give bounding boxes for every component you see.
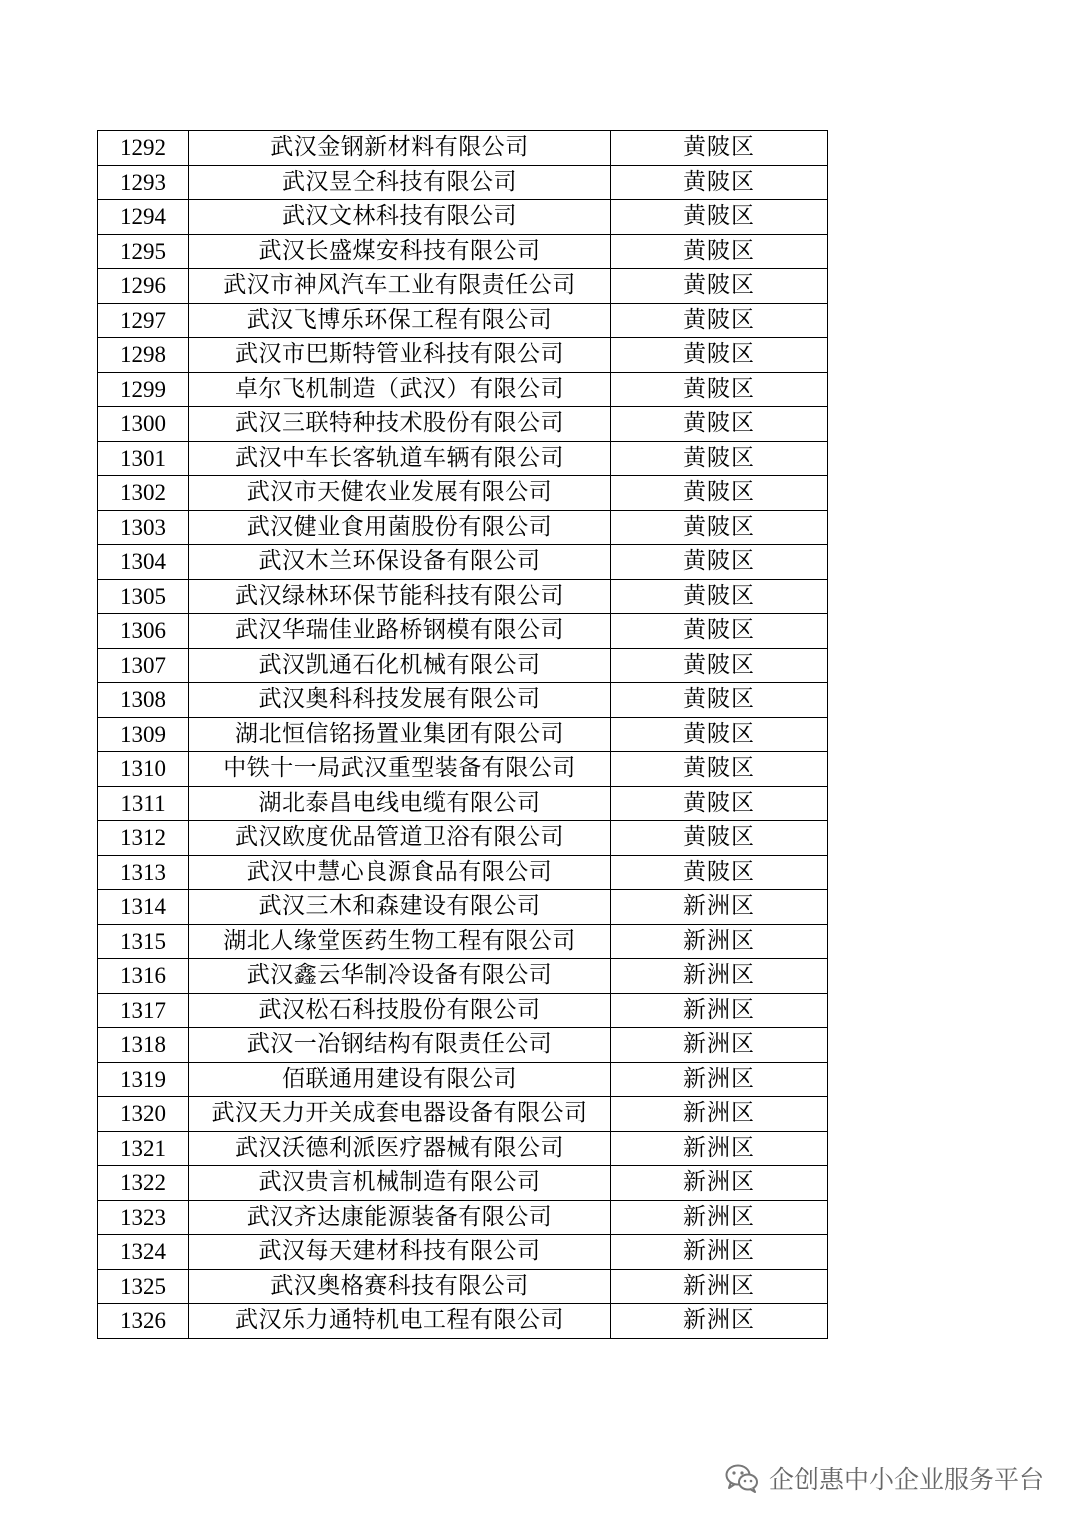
table-row	[98, 1062, 828, 1097]
row-number: 1314	[98, 890, 189, 925]
district-name: 新洲区	[611, 1028, 828, 1063]
district-name: 新洲区	[611, 924, 828, 959]
row-number: 1298	[98, 338, 189, 373]
company-name: 武汉每天建材科技有限公司	[189, 1235, 611, 1270]
company-name: 武汉奥格赛科技有限公司	[189, 1269, 611, 1304]
district-name: 新洲区	[611, 993, 828, 1028]
table-row	[98, 1028, 828, 1063]
table-row	[98, 269, 828, 304]
row-number: 1324	[98, 1235, 189, 1270]
company-name: 湖北恒信铭扬置业集团有限公司	[189, 717, 611, 752]
district-name: 黄陂区	[611, 372, 828, 407]
district-name: 黄陂区	[611, 614, 828, 649]
account-watermark	[725, 1460, 1044, 1496]
company-name: 武汉三木和森建设有限公司	[189, 890, 611, 925]
company-name: 武汉凯通石化机械有限公司	[189, 648, 611, 683]
table-row	[98, 234, 828, 269]
table-row	[98, 683, 828, 718]
company-name: 武汉奥科科技发展有限公司	[189, 683, 611, 718]
row-number: 1307	[98, 648, 189, 683]
row-number: 1305	[98, 579, 189, 614]
table-row	[98, 131, 828, 166]
district-name: 黄陂区	[611, 683, 828, 718]
district-name: 黄陂区	[611, 165, 828, 200]
table-row	[98, 1097, 828, 1132]
table-row	[98, 1131, 828, 1166]
table-row	[98, 441, 828, 476]
district-name: 黄陂区	[611, 855, 828, 890]
row-number: 1313	[98, 855, 189, 890]
table-row	[98, 717, 828, 752]
district-name: 新洲区	[611, 1062, 828, 1097]
district-name: 黄陂区	[611, 269, 828, 304]
company-name: 武汉长盛煤安科技有限公司	[189, 234, 611, 269]
district-name: 黄陂区	[611, 821, 828, 856]
row-number: 1319	[98, 1062, 189, 1097]
district-name: 新洲区	[611, 1269, 828, 1304]
row-number: 1301	[98, 441, 189, 476]
district-name: 黄陂区	[611, 579, 828, 614]
company-name: 武汉沃德利派医疗器械有限公司	[189, 1131, 611, 1166]
district-name: 黄陂区	[611, 752, 828, 787]
company-name: 佰联通用建设有限公司	[189, 1062, 611, 1097]
row-number: 1323	[98, 1200, 189, 1235]
row-number: 1300	[98, 407, 189, 442]
table-row	[98, 855, 828, 890]
watermark-text: 企创惠中小企业服务平台	[768, 1465, 1044, 1494]
row-number: 1325	[98, 1269, 189, 1304]
district-name: 新洲区	[611, 1200, 828, 1235]
company-name: 武汉绿林环保节能科技有限公司	[189, 579, 611, 614]
district-name: 黄陂区	[611, 717, 828, 752]
company-name: 武汉木兰环保设备有限公司	[189, 545, 611, 580]
table-row	[98, 1269, 828, 1304]
company-name: 武汉金钢新材料有限公司	[189, 131, 611, 166]
company-list-table	[97, 130, 828, 1339]
company-name: 武汉松石科技股份有限公司	[189, 993, 611, 1028]
table-row	[98, 924, 828, 959]
table-row	[98, 614, 828, 649]
district-name: 黄陂区	[611, 234, 828, 269]
district-name: 黄陂区	[611, 786, 828, 821]
row-number: 1299	[98, 372, 189, 407]
district-name: 黄陂区	[611, 303, 828, 338]
row-number: 1310	[98, 752, 189, 787]
company-name: 武汉三联特种技术股份有限公司	[189, 407, 611, 442]
table-row	[98, 303, 828, 338]
district-name: 黄陂区	[611, 338, 828, 373]
row-number: 1304	[98, 545, 189, 580]
table-row	[98, 1166, 828, 1201]
company-name: 湖北人缘堂医药生物工程有限公司	[189, 924, 611, 959]
row-number: 1303	[98, 510, 189, 545]
row-number: 1308	[98, 683, 189, 718]
district-name: 新洲区	[611, 959, 828, 994]
row-number: 1292	[98, 131, 189, 166]
company-name: 武汉市巴斯特管业科技有限公司	[189, 338, 611, 373]
table-row	[98, 959, 828, 994]
company-name: 武汉中车长客轨道车辆有限公司	[189, 441, 611, 476]
row-number: 1302	[98, 476, 189, 511]
company-name: 武汉健业食用菌股份有限公司	[189, 510, 611, 545]
table-row	[98, 1235, 828, 1270]
district-name: 黄陂区	[611, 131, 828, 166]
company-name: 卓尔飞机制造（武汉）有限公司	[189, 372, 611, 407]
row-number: 1322	[98, 1166, 189, 1201]
table-row	[98, 821, 828, 856]
table-row	[98, 407, 828, 442]
row-number: 1311	[98, 786, 189, 821]
company-name: 武汉华瑞佳业路桥钢模有限公司	[189, 614, 611, 649]
company-name: 武汉昱仝科技有限公司	[189, 165, 611, 200]
row-number: 1321	[98, 1131, 189, 1166]
district-name: 新洲区	[611, 1097, 828, 1132]
company-name: 武汉市神风汽车工业有限责任公司	[189, 269, 611, 304]
company-name: 武汉齐达康能源装备有限公司	[189, 1200, 611, 1235]
row-number: 1297	[98, 303, 189, 338]
row-number: 1318	[98, 1028, 189, 1063]
table-row	[98, 545, 828, 580]
district-name: 新洲区	[611, 1166, 828, 1201]
row-number: 1295	[98, 234, 189, 269]
district-name: 黄陂区	[611, 200, 828, 235]
table-row	[98, 200, 828, 235]
row-number: 1317	[98, 993, 189, 1028]
district-name: 新洲区	[611, 1304, 828, 1339]
wechat-icon	[725, 1463, 759, 1493]
company-name: 中铁十一局武汉重型装备有限公司	[189, 752, 611, 787]
company-name: 武汉天力开关成套电器设备有限公司	[189, 1097, 611, 1132]
row-number: 1312	[98, 821, 189, 856]
table-row	[98, 752, 828, 787]
row-number: 1309	[98, 717, 189, 752]
table-row	[98, 1200, 828, 1235]
company-name: 武汉中慧心良源食品有限公司	[189, 855, 611, 890]
row-number: 1294	[98, 200, 189, 235]
row-number: 1326	[98, 1304, 189, 1339]
row-number: 1320	[98, 1097, 189, 1132]
row-number: 1293	[98, 165, 189, 200]
district-name: 黄陂区	[611, 476, 828, 511]
company-name: 武汉贵言机械制造有限公司	[189, 1166, 611, 1201]
table-row	[98, 786, 828, 821]
row-number: 1296	[98, 269, 189, 304]
company-name: 湖北泰昌电线电缆有限公司	[189, 786, 611, 821]
table-row	[98, 372, 828, 407]
table-row	[98, 579, 828, 614]
district-name: 黄陂区	[611, 441, 828, 476]
district-name: 黄陂区	[611, 407, 828, 442]
district-name: 新洲区	[611, 1131, 828, 1166]
table-row	[98, 890, 828, 925]
row-number: 1306	[98, 614, 189, 649]
district-name: 黄陂区	[611, 545, 828, 580]
table-row	[98, 165, 828, 200]
table-body	[98, 131, 828, 1339]
table-row	[98, 993, 828, 1028]
district-name: 黄陂区	[611, 510, 828, 545]
company-name: 武汉鑫云华制冷设备有限公司	[189, 959, 611, 994]
row-number: 1315	[98, 924, 189, 959]
company-name: 武汉飞博乐环保工程有限公司	[189, 303, 611, 338]
district-name: 新洲区	[611, 890, 828, 925]
table-row	[98, 338, 828, 373]
table-row	[98, 476, 828, 511]
table-row	[98, 1304, 828, 1339]
district-name: 新洲区	[611, 1235, 828, 1270]
company-name: 武汉欧度优品管道卫浴有限公司	[189, 821, 611, 856]
company-name: 武汉市天健农业发展有限公司	[189, 476, 611, 511]
district-name: 黄陂区	[611, 648, 828, 683]
table-row	[98, 648, 828, 683]
row-number: 1316	[98, 959, 189, 994]
company-name: 武汉一冶钢结构有限责任公司	[189, 1028, 611, 1063]
company-name: 武汉文林科技有限公司	[189, 200, 611, 235]
table-row	[98, 510, 828, 545]
company-name: 武汉乐力通特机电工程有限公司	[189, 1304, 611, 1339]
